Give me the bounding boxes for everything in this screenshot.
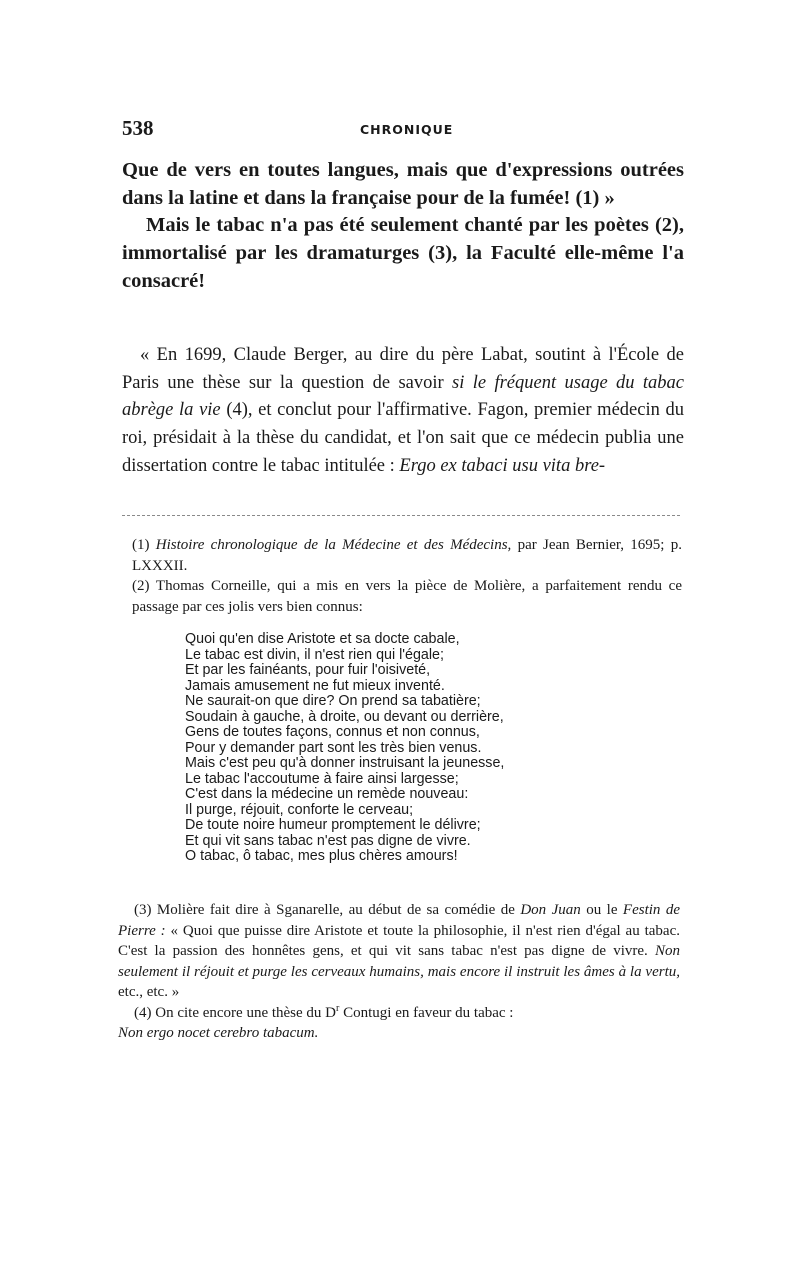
running-head: CHRONIQUE <box>360 122 454 137</box>
poem-line: C'est dans la médecine un remède nouveau: <box>185 786 469 802</box>
paragraph-1: Que de vers en toutes langues, mais que d'expressions outrées dans la latine et dans la française pour de la fumée! (1) » <box>122 159 684 209</box>
footnote-3-text-b: ou le <box>580 902 623 918</box>
main-text <box>122 157 684 296</box>
paragraph-2: Mais le tabac n'a pas été seulement chanté par les poètes (2), immortalisé par les dramaturges (3), la Faculté elle-même l'a consacré! <box>122 214 684 292</box>
poem-line: Pour y demander part sont les très bien venus. <box>185 739 482 756</box>
footnotes-lower <box>118 900 680 1044</box>
footnote-4-italic: Non ergo nocet cerebro tabacum. <box>118 1025 319 1041</box>
footnote-3-italic: Non seulement il réjouit et purge les cerveaux humains, mais encore il instruit les âmes à la vertu, <box>118 943 680 980</box>
poem-line: Soudain à gauche, à droite, ou devant ou derrière, <box>185 708 504 725</box>
quote-dissertation-title: Ergo ex tabaci usu vita bre- <box>399 455 606 476</box>
poem-line: De toute noire humeur promptement le délivre; <box>185 817 481 833</box>
poem-line: Le tabac l'accoutume à faire ainsi largesse; <box>185 770 459 787</box>
poem-line: Et qui vit sans tabac n'est pas digne de vivre. <box>185 832 471 849</box>
poem-line: Ne saurait-on que dire? On prend sa tabatière; <box>185 693 481 709</box>
poem-line: Il purge, réjouit, conforte le cerveau; <box>185 801 414 818</box>
poem-line: Quoi qu'en dise Aristote et sa docte cabale, <box>185 631 460 647</box>
quote-thesis-title: si le fréquent usage du tabac abrège la vie <box>122 372 684 421</box>
footnote-4-latin <box>118 1023 680 1044</box>
footnote-3 <box>118 900 680 1003</box>
footnotes-upper <box>132 535 682 617</box>
poem-line: Jamais amusement ne fut mieux inventé. <box>185 677 445 694</box>
page-header <box>122 116 682 146</box>
footnote-1-rest: par Jean Bernier, 1695; p. LXXXII. <box>132 537 682 574</box>
footnote-2: (2) Thomas Corneille, qui a mis en vers la pièce de Molière, a parfaitement rendu ce passage par ces jolis vers bien connus: <box>132 578 682 615</box>
poem-line: O tabac, ô tabac, mes plus chères amours! <box>185 848 458 864</box>
footnote-4-text-b: Contugi en faveur du tabac : <box>339 1004 514 1021</box>
footnote-3-text-a: (3) Molière fait dire à Sganarelle, au début de sa comédie de <box>134 902 521 918</box>
footnote-3-text-c: « Quoi que puisse dire Aristote et toute la philosophie, il n'est rien d'égal au tabac. C'est la passion des honnêtes gens, et qui vit sans tabac n'est pas digne de vivre. <box>118 922 680 959</box>
footnote-1-number: (1) <box>132 537 156 553</box>
poem-line: Mais c'est peu qu'à donner instruisant la jeunesse, <box>185 755 505 771</box>
poem-line: Et par les fainéants, pour fuir l'oisiveté, <box>185 662 431 678</box>
footnote-3-title-2: Festin de Pierre : <box>118 902 681 939</box>
footnote-4 <box>118 1003 680 1024</box>
page-number: 538 <box>122 116 154 140</box>
footnote-3-title: Don Juan <box>520 902 581 918</box>
footnote-4-superscript: r <box>336 1002 340 1014</box>
footnote-1-title: Histoire chronologique de la Médecine et des Médecins, <box>155 537 512 553</box>
quote-text-2: (4), et conclut pour l'affirmative. Fagon, premier médecin du roi, présidait à la thèse du candidat, et l'on sait que ce médecin publia une dissertation contre le tabac intitulée : <box>122 400 684 476</box>
footnote-4-text-a: (4) On cite encore une thèse du D <box>134 1004 337 1021</box>
poem-line: Gens de toutes façons, connus et non connus, <box>185 724 480 740</box>
quote-text-1: « En 1699, Claude Berger, au dire du père Labat, soutint à l'École de Paris une thèse sur la question de savoir <box>122 345 684 393</box>
quote-block <box>122 342 684 481</box>
poem <box>185 632 625 865</box>
footnote-separator <box>122 515 680 516</box>
footnote-3-text-d: etc., etc. » <box>118 984 180 1000</box>
quote-paragraph <box>122 342 684 481</box>
poem-line: Le tabac est divin, il n'est rien qui l'égale; <box>185 646 444 663</box>
footnote-1 <box>132 535 682 576</box>
